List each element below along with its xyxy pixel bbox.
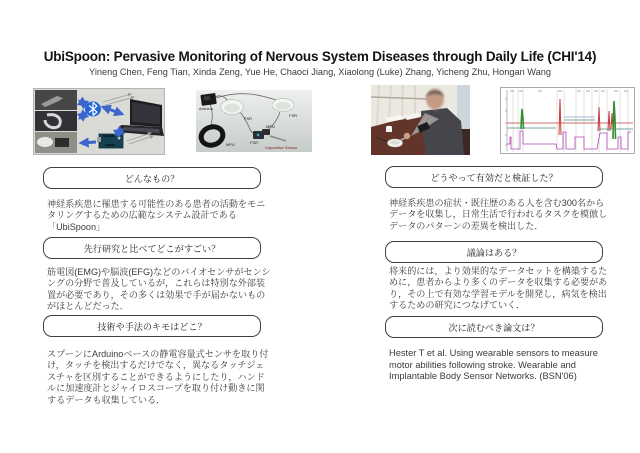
mpu-center-label: MPU [266,124,275,129]
blurred-head [426,89,444,110]
bowl [388,139,403,147]
capacitive-sensor-label: Capacitive Sensor [265,145,298,150]
arduino-label: Arduino [199,106,213,111]
question-box-discussion [385,241,603,263]
module-shape [55,138,69,147]
figure-sensor-signal-chart [500,87,635,154]
question-box-next-paper [385,316,603,338]
fsr-center-label: FSR [250,140,258,145]
fsr-left-label: FSR [244,116,252,121]
answer-what-is-it: 神経系疾患に罹患する可能性のある患者の活動をモニタリングするための広範なシステム設計である「UbiSpoon」 [47,199,266,232]
bluetooth-icon [85,102,101,117]
figure-user-study-photo [371,85,470,155]
question-label: どんなもの？ [124,173,180,184]
answer-discussion: 将来的には，より効果的なデータセットを構築するために，患者からより多くのデータを収集する必要があり，その上で有効な学習モデルを開発し，病気を検出するための研究につなげていく． [389,266,608,311]
arduino-board-icon [97,134,123,148]
question-label: 技術や手法のキモはどこ？ [97,321,207,332]
figure-system-diagram [33,88,165,155]
answer-vs-prior-work: 筋電図(EMG)や脳波(EFG)などのバイオセンサがセンシングの分野で普及しているが，これらは特別な外部装置が必要であり，その多くは効果で手が届かないものがほとんどだった． [47,267,271,312]
question-label: 議論はある？ [466,247,522,258]
question-box-validation [385,166,603,188]
question-label: 先行研究と比べてどこがすごい？ [83,243,221,254]
question-box-key-technique [43,315,261,337]
fsr-right-label: FSR [289,113,297,118]
spoon-bowl-right [272,99,294,112]
answer-next-paper: Hester T et al. Using wearable sensors to measure motor abilities following stroke. Wearable and Implantable Body Sensor Networks. (BSN'06) [389,348,598,382]
answer-validation: 神経系疾患の症状・既往歴のある人を含む300名からデータを収集し，日常生活で行われるタスクを模倣しデータのパターンの差異を検出した． [389,198,608,231]
device-photo-strip [35,90,77,153]
question-label: どうやって有効だと検証した？ [430,172,558,183]
question-box-vs-prior-work [43,237,261,259]
question-label: 次に読むべき論文は？ [448,322,540,333]
bowl-shape [37,137,53,147]
question-box-what-is-it [43,167,261,189]
answer-key-technique: スプーンにArduinoベースの静電容量式センサを取り付け，タッチを検出するだけでなく，異なるタッチジェスチャを区別することができるようにしたり，ハンドルに加速度計とジャイロスコープを取り付け動きに関するデータも収集している． [47,349,269,405]
spoon-bowl-left [221,100,244,115]
cup [386,126,392,132]
authors-line: Yineng Chen, Feng Tian, Xinda Zeng, Yue He, Chaoci Jiang, Xiaolong (Luke) Zhang, Yicheng Zhu, Hongan Wang [89,67,551,77]
page-title: UbiSpoon: Pervasive Monitoring of Nervous System Diseases through Daily Life (CHI'14) [43,49,597,64]
figure-spoon-components [196,90,312,152]
arduino-module [200,93,216,106]
mpu-band-label: MPU [226,142,235,147]
